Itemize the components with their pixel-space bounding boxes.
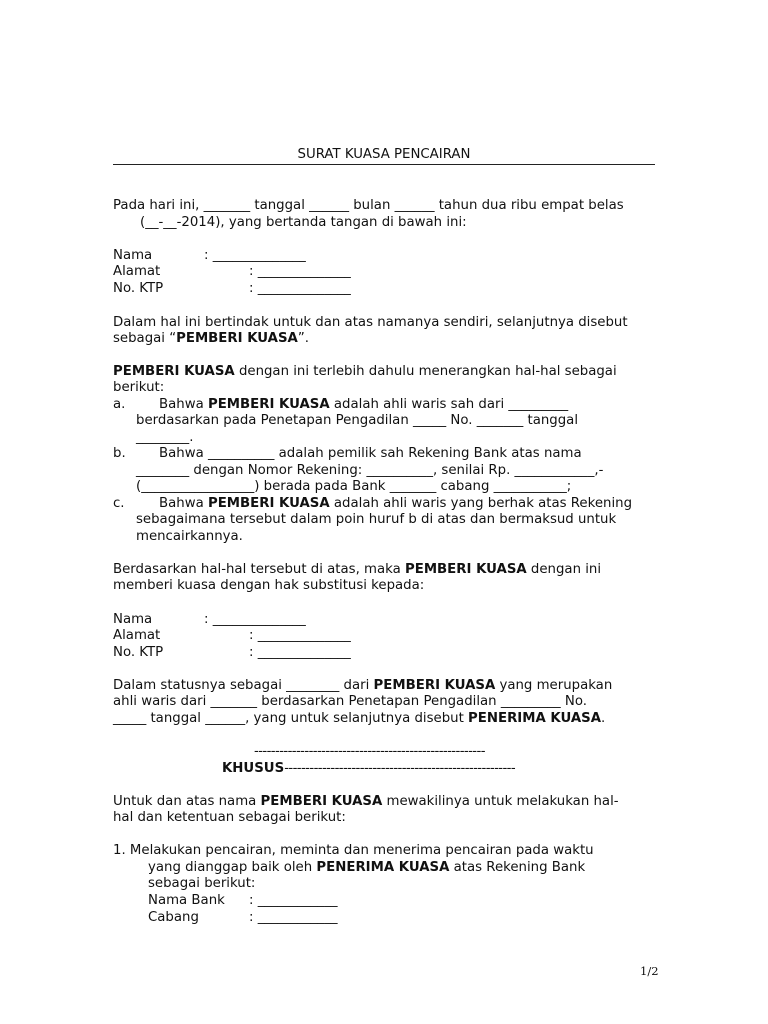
grantor-address-value: : ______________ <box>249 264 351 279</box>
point-a-line-1: Bahwa PEMBERI KUASA adalah ahli waris sah dari _________ <box>159 397 569 412</box>
grantee-name-value: : ______________ <box>204 612 306 627</box>
explain-line-1: PEMBERI KUASA dengan ini terlebih dahulu menerangkan hal-hal sebagai <box>113 364 617 379</box>
branch-value: : ____________ <box>249 910 338 925</box>
separator-line-2: KHUSUS------------------------------------------------------- <box>222 761 516 776</box>
grant-line-2: memberi kuasa dengan hak substitusi kepada: <box>113 578 425 593</box>
explain-line-2: berikut: <box>113 380 165 395</box>
purpose-line-1: Untuk dan atas nama PEMBERI KUASA mewakilinya untuk melakukan hal- <box>113 794 619 809</box>
separator-line-1: ------------------------------------------------------- <box>254 744 485 759</box>
grantee-ktp-label: No. KTP <box>113 645 164 660</box>
grantor-ktp-label: No. KTP <box>113 281 164 296</box>
bank-name-label: Nama Bank <box>148 893 225 908</box>
point-c-line-1: Bahwa PEMBERI KUASA adalah ahli waris yang berhak atas Rekening <box>159 496 633 511</box>
status-line-1: Dalam statusnya sebagai ________ dari PEMBERI KUASA yang merupakan <box>113 678 613 693</box>
page-number: 1/2 <box>640 964 659 978</box>
branch-label: Cabang <box>148 910 199 925</box>
point-b-marker: b. <box>113 446 126 461</box>
point-c-marker: c. <box>113 496 125 511</box>
grant-line-1: Berdasarkan hal-hal tersebut di atas, maka PEMBERI KUASA dengan ini <box>113 562 602 577</box>
grantor-ktp-value: : ______________ <box>249 281 351 296</box>
grantee-address-value: : ______________ <box>249 628 351 643</box>
point-b-line-1: Bahwa __________ adalah pemilik sah Rekening Bank atas nama <box>159 446 582 461</box>
document-title: SURAT KUASA PENCAIRAN <box>297 147 471 162</box>
grantor-name-value: : ______________ <box>204 248 306 263</box>
point-a-line-2: berdasarkan pada Penetapan Pengadilan _____ No. _______ tanggal <box>136 413 579 428</box>
grantor-name-label: Nama <box>113 248 153 263</box>
item-1-line-3: sebagai berikut: <box>148 876 256 891</box>
item-1-line-1: 1. Melakukan pencairan, meminta dan menerima pencairan pada waktu <box>113 843 594 858</box>
acting-line-1: Dalam hal ini bertindak untuk dan atas namanya sendiri, selanjutnya disebut <box>113 315 628 330</box>
purpose-line-2: hal dan ketentuan sebagai berikut: <box>113 810 346 825</box>
title-underline <box>113 164 655 165</box>
acting-line-2: sebagai “PEMBERI KUASA”. <box>113 331 309 346</box>
point-b-line-2: ________ dengan Nomor Rekening: __________, senilai Rp. ____________,- <box>136 463 604 478</box>
intro-line-1: Pada hari ini, _______ tanggal ______ bulan ______ tahun dua ribu empat belas <box>113 198 624 213</box>
grantee-address-label: Alamat <box>113 628 161 643</box>
point-a-marker: a. <box>113 397 126 412</box>
point-a-line-3: ________. <box>136 430 194 445</box>
point-b-line-3: (_________________) berada pada Bank _______ cabang ___________; <box>136 479 572 494</box>
point-c-line-3: mencairkannya. <box>136 529 243 544</box>
intro-line-2: (__-__-2014), yang bertanda tangan di bawah ini: <box>140 215 467 230</box>
grantee-name-label: Nama <box>113 612 153 627</box>
status-line-3: _____ tanggal ______, yang untuk selanjutnya disebut PENERIMA KUASA. <box>113 711 606 726</box>
grantor-address-label: Alamat <box>113 264 161 279</box>
bank-name-value: : ____________ <box>249 893 338 908</box>
point-c-line-2: sebagaimana tersebut dalam poin huruf b di atas dan bermaksud untuk <box>136 512 617 527</box>
status-line-2: ahli waris dari _______ berdasarkan Penetapan Pengadilan _________ No. <box>113 694 587 709</box>
grantee-ktp-value: : ______________ <box>249 645 351 660</box>
item-1-line-2: yang dianggap baik oleh PENERIMA KUASA atas Rekening Bank <box>148 860 586 875</box>
